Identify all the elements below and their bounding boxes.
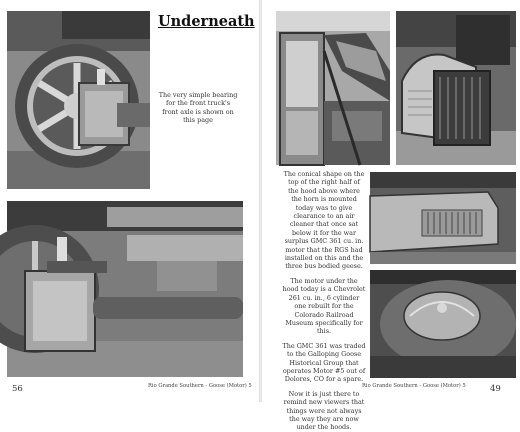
body-text-column	[282, 170, 366, 432]
right-page-number: 49	[490, 384, 501, 394]
photo-hood-open	[276, 11, 390, 165]
photo-hood-radiator	[396, 11, 516, 165]
left-page	[0, 0, 259, 402]
page-heading: Underneath	[158, 13, 255, 30]
right-page	[262, 0, 520, 432]
body-paragraph: The conical shape on the top of the right half of the hood above where the horn is mounted today was to give clearance to an air cleaner that once sat below it for the war surplus GMC 361 cu. in. motor that the RGS had installed on this and the three bus bodied geese.	[283, 170, 365, 271]
photo-axle-bearing-bottom	[7, 201, 243, 377]
photo-conical-hood-bulge	[370, 270, 516, 378]
photo-hood-side-louvers	[370, 172, 516, 264]
body-paragraph: The motor under the hood today is a Chevrolet 261 cu. in., 6 cylinder one rebuilt for the Colorado Railroad Museum specifically for this.	[282, 276, 366, 336]
bearing-caption: The very simple bearing for the front truck's front axle is shown on this page	[158, 91, 238, 125]
left-page-footer: Rio Grande Southern - Goose (Motor) 5	[148, 383, 252, 389]
right-page-footer: Rio Grande Southern - Goose (Motor) 5	[362, 383, 466, 389]
photo-wheel-bearing-top	[7, 11, 150, 189]
body-paragraph: The GMC 361 was traded to the Galloping Goose Historical Group that operates Motor #5 out of Dolores, CO for a spare.	[282, 341, 366, 384]
left-page-number: 56	[12, 384, 23, 394]
body-paragraph: Now it is just there to remind new viewers that things were not always the way they are now under the hoods.	[283, 389, 365, 432]
